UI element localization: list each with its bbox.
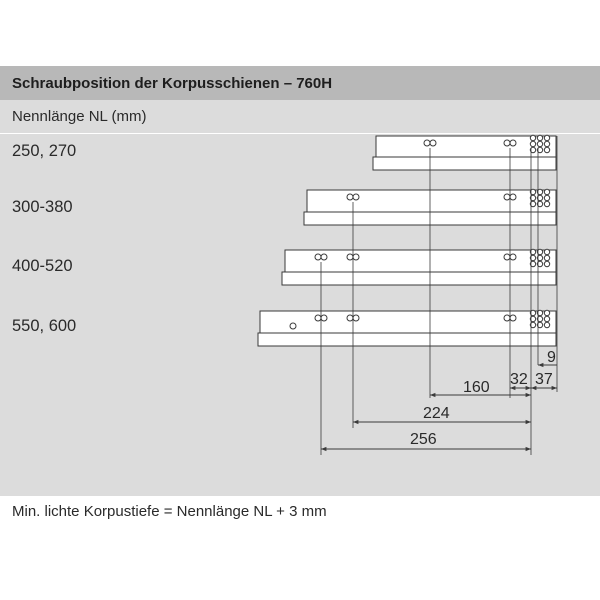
screw-hole (537, 141, 542, 146)
screw-hole (544, 201, 549, 206)
screw-hole (510, 254, 516, 260)
screw-hole (504, 140, 510, 146)
screw-hole (544, 135, 549, 140)
screw-hole (544, 195, 549, 200)
screw-hole (504, 315, 510, 321)
screw-hole (544, 322, 549, 327)
screw-hole (544, 189, 549, 194)
dim-32: 32 (510, 371, 528, 388)
row-label-400-520: 400-520 (12, 257, 73, 275)
screw-hole (430, 140, 436, 146)
dim-224: 224 (423, 405, 450, 422)
screw-hole (504, 194, 510, 200)
screw-hole (315, 315, 321, 321)
row-label-550-600: 550, 600 (12, 317, 77, 335)
screw-hole (321, 315, 327, 321)
screw-hole (424, 140, 430, 146)
dim-9: 9 (547, 349, 556, 366)
screw-hole (544, 141, 549, 146)
screw-hole (544, 316, 549, 321)
screw-hole (544, 249, 549, 254)
screw-hole (544, 255, 549, 260)
dim-37: 37 (535, 371, 553, 388)
screw-hole (510, 140, 516, 146)
screw-hole (315, 254, 321, 260)
screw-hole (347, 315, 353, 321)
screw-hole (353, 315, 359, 321)
screw-hole (530, 141, 535, 146)
footnote: Min. lichte Korpustiefe = Nennlänge NL + 3 mm (12, 503, 327, 520)
row-label-300-380: 300-380 (12, 198, 73, 216)
row-label-250-270: 250, 270 (12, 142, 77, 160)
screw-hole (530, 135, 535, 140)
front-screw-hole (290, 323, 296, 329)
screw-hole (321, 254, 327, 260)
screw-hole (510, 194, 516, 200)
screw-hole (544, 310, 549, 315)
screw-hole (353, 194, 359, 200)
screw-hole (544, 147, 549, 152)
screw-hole (537, 135, 542, 140)
screw-hole (544, 261, 549, 266)
screw-hole (504, 254, 510, 260)
rail-250-270 (373, 136, 556, 170)
dim-160: 160 (463, 379, 490, 396)
diagram-title: Schraubposition der Korpusschienen – 760H (12, 74, 333, 92)
screw-hole (347, 194, 353, 200)
nominal-length-heading: Nennlänge NL (mm) (12, 108, 147, 125)
dim-256: 256 (410, 431, 437, 448)
screw-hole (347, 254, 353, 260)
screw-hole (510, 315, 516, 321)
screw-hole (353, 254, 359, 260)
